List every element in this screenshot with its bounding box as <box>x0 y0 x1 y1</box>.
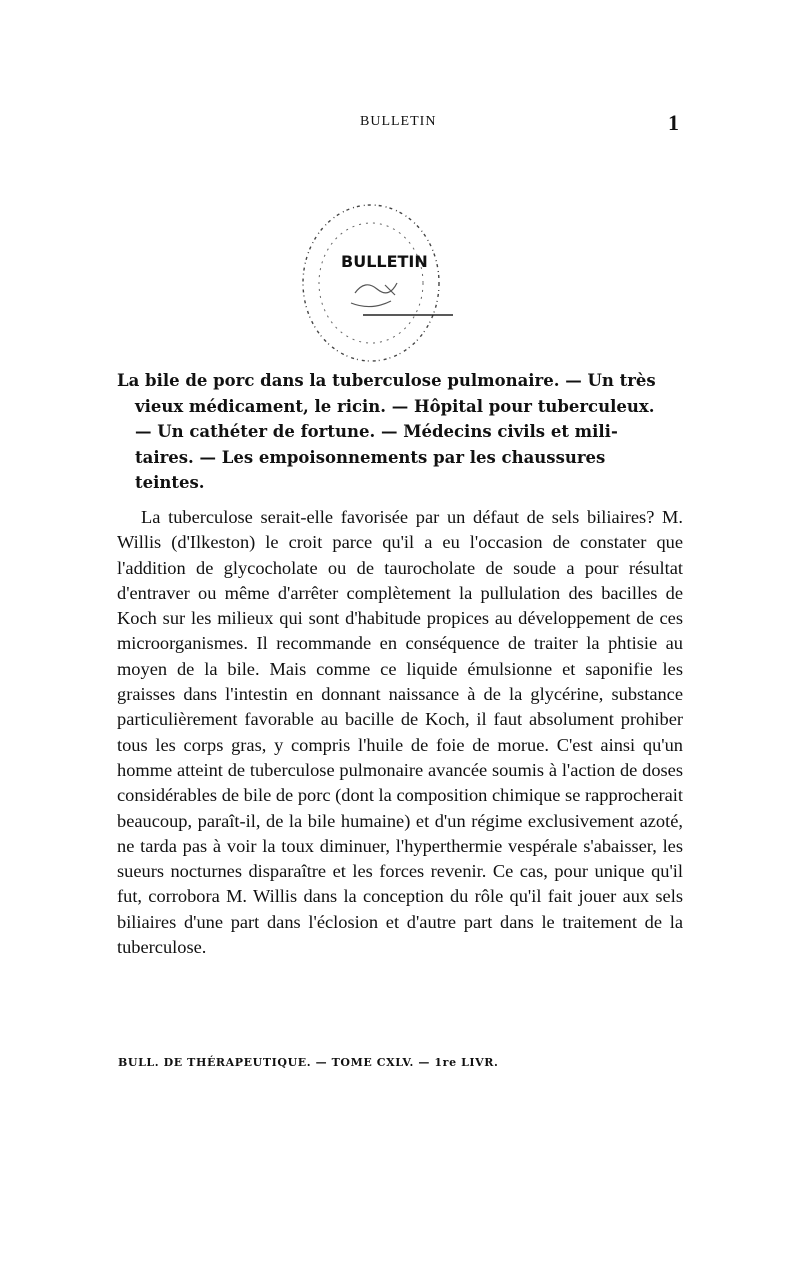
stamp-outer-ring <box>303 205 439 361</box>
page-footer: BULL. DE THÉRAPEUTIQUE. — TOME CXLV. — 1re LIVR. <box>118 1056 499 1069</box>
summary-line: teintes. <box>135 473 205 493</box>
article-summary <box>117 368 683 496</box>
stamp-text: BULLETIN <box>341 252 428 271</box>
summary-line: — Un cathéter de fortune. — Médecins civils et mili- <box>135 422 618 442</box>
summary-line: taires. — Les empoisonnements par les chaussures <box>135 447 606 467</box>
body-paragraph: La tuberculose serait-elle favorisée par un défaut de sels biliaires? M. Willis (d'Ilkeston) le croit parce qu'il a eu l'occasion de constater que l'addition de glycocholate ou de taurocholate de soude a pour résultat d'entraver ou même d'arrêter complètement la pullulation des bacilles de Koch sur les milieux qui sont d'habitude propices au développement de ces microorganismes. Il recommande en conséquence de traiter la phtisie au moyen de la bile. Mais comme ce liquide émulsionne et saponifie les graisses dans l'intestin en donnant naissance à de la glycérine, substance particulièrement favorable au bacille de Koch, il faut absolument prohiber tous les corps gras, y compris l'huile de foie de morue. C'est ainsi qu'un homme atteint de tuberculose pulmonaire avancée soumis à l'action de doses considérables de bile de porc (dont la composition chimique se rapprocherait beaucoup, paraît-il, de la bile humaine) et d'un régime exclusivement azoté, ne tarda pas à voir la toux diminuer, l'hyperthermie vespérale s'abaisser, les sueurs nocturnes disparaître et les forces revenir. Ce cas, pour unique qu'il fut, corrobora M. Willis dans la conception du rôle qu'il fait jouer aux sels biliaires d'une part dans l'éclosion et d'autre part dans le traitement de la tuberculose. <box>117 507 683 958</box>
page-number: 1 <box>668 110 679 135</box>
running-title: BULLETIN <box>360 114 437 129</box>
running-head <box>0 110 800 136</box>
library-stamp <box>293 193 463 373</box>
stamp-ornament <box>351 283 397 307</box>
stamp-inner-ring <box>319 223 423 343</box>
summary-line: vieux médicament, le ricin. — Hôpital pour tuberculeux. <box>135 396 655 416</box>
summary-line: La bile de porc dans la tuberculose pulmonaire. — Un très <box>117 371 656 390</box>
